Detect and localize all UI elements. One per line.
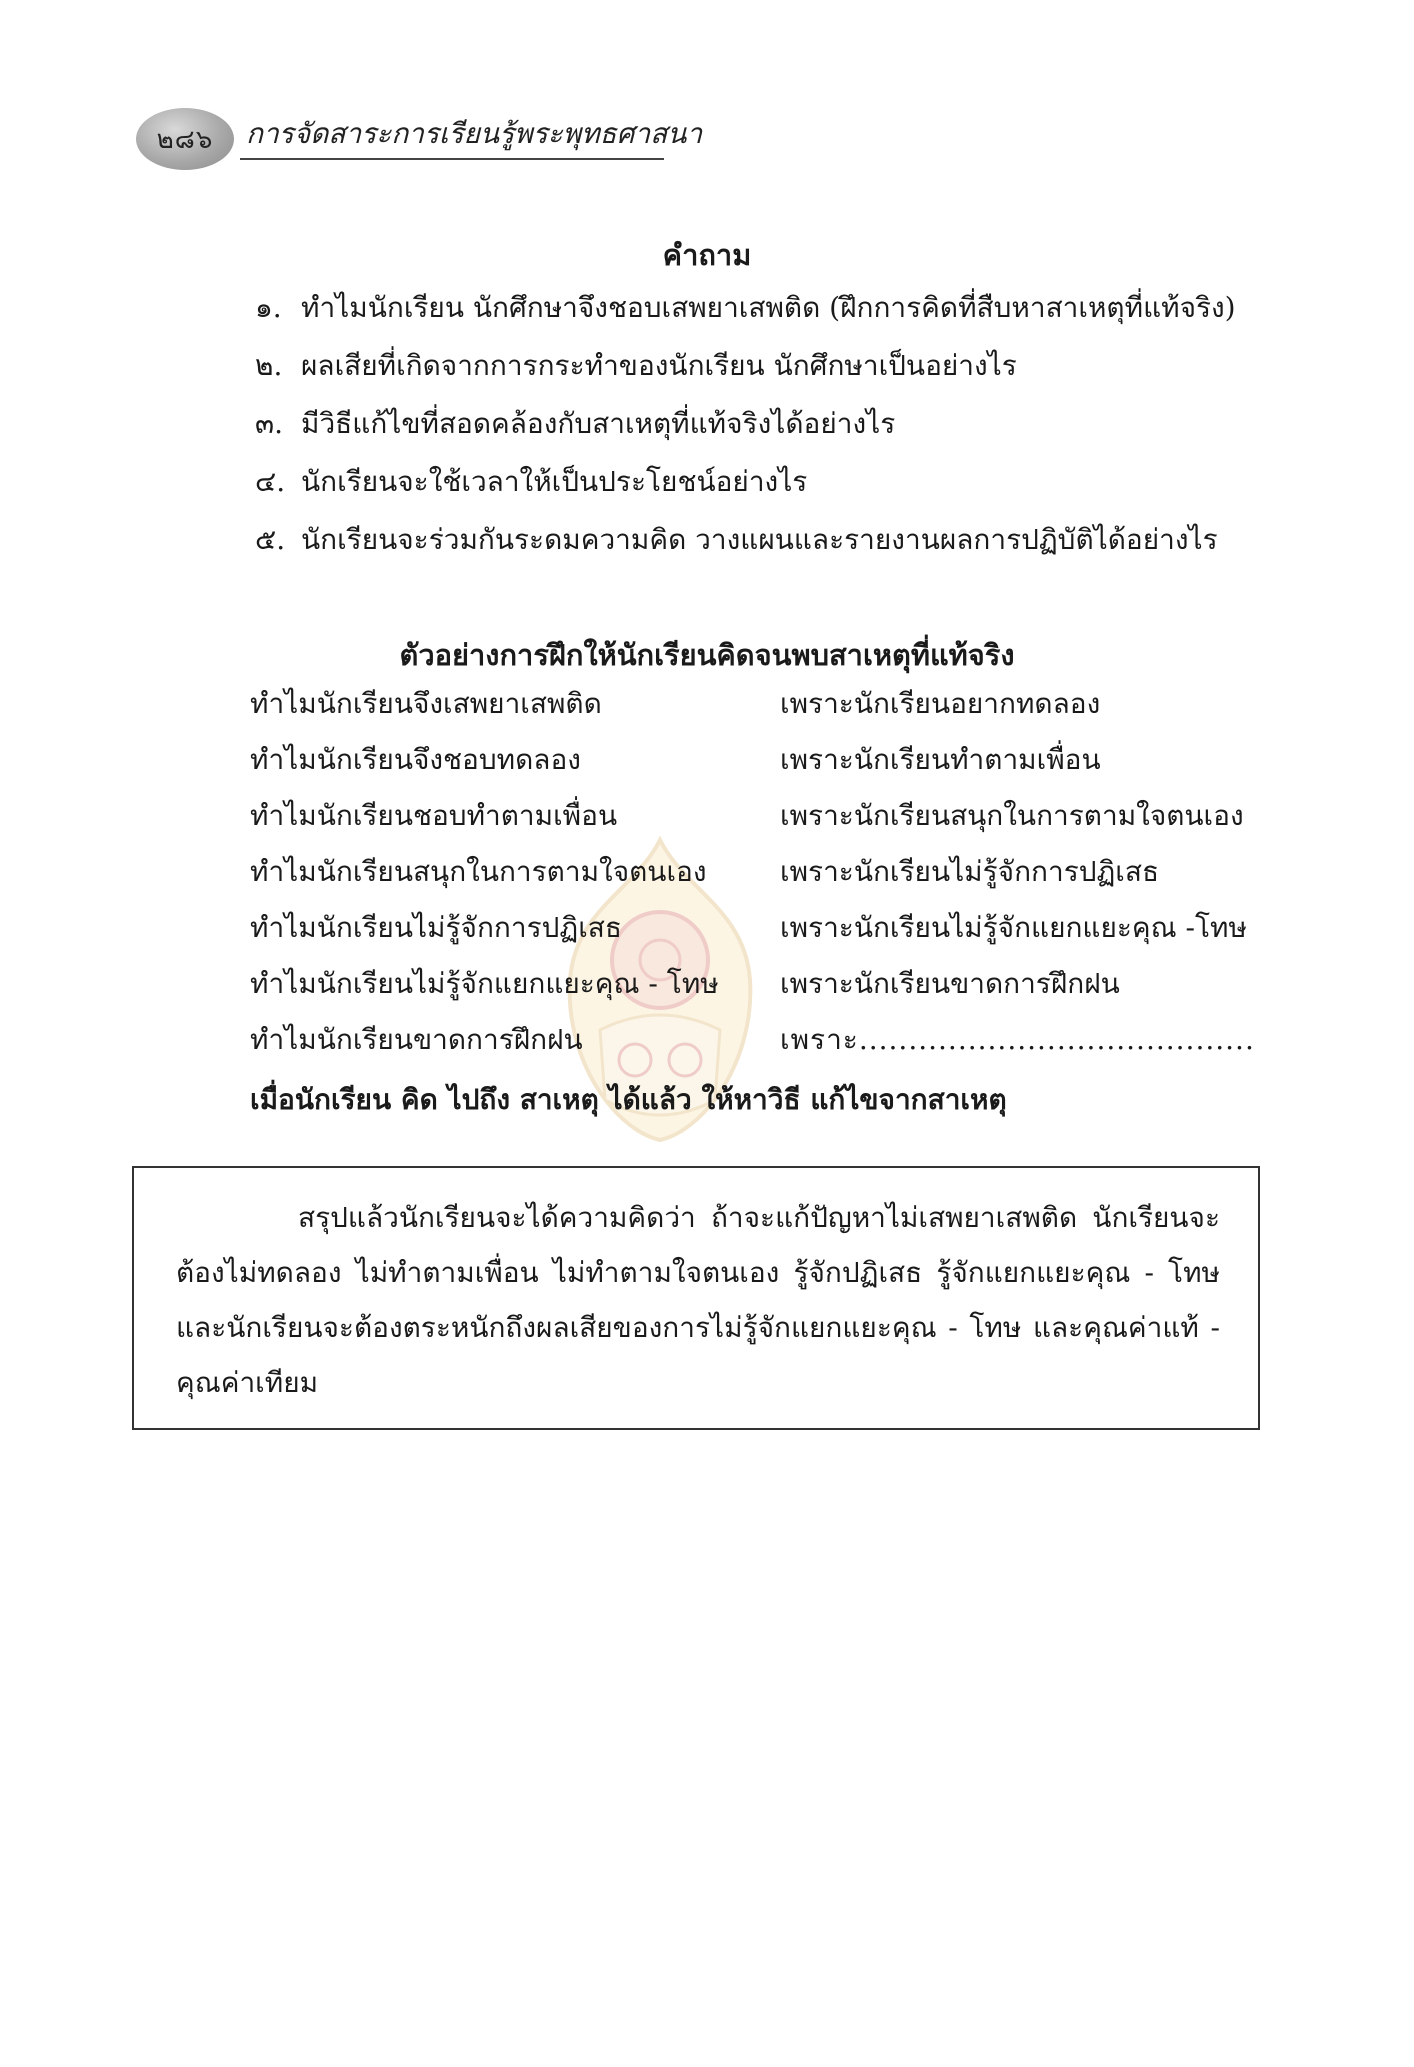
question-item [255,288,1295,346]
chain-question: ทำไมนักเรียนไม่รู้จักแยกแยะคุณ - โทษ [250,967,719,1000]
chain-question: ทำไมนักเรียนชอบทำตามเพื่อน [250,799,618,832]
running-title: การจัดสาระการเรียนรู้พระพุทธศาสนา [246,117,703,150]
question-item [255,404,1295,462]
chain-row [250,908,1260,964]
page-number-badge [136,108,234,170]
questions-title: คำถาม [662,238,752,272]
question-text: นักเรียนจะใช้เวลาให้เป็นประโยชน์อย่างไร [301,465,808,498]
question-text: ผลเสียที่เกิดจากการกระทำของนักเรียน นักศึกษาเป็นอย่างไร [301,349,1017,382]
chain-answer: เพราะนักเรียนไม่รู้จักแยกแยะคุณ -โทษ [780,911,1247,944]
chain-question: ทำไมนักเรียนจึงเสพยาเสพติด [250,687,602,720]
why-because-chain [250,684,1260,1076]
question-text: นักเรียนจะร่วมกันระดมความคิด วางแผนและรายงานผลการปฏิบัติได้อย่างไร [301,523,1218,556]
question-item [255,346,1295,404]
summary-text: สรุปแล้วนักเรียนจะได้ความคิดว่า ถ้าจะแก้ปัญหาไม่เสพยาเสพติด นักเรียนจะต้องไม่ทดลอง ไม่ทำตามเพื่อน ไม่ทำตามใจตนเอง รู้จักปฏิเสธ รู้จักแยกแยะคุณ - โทษ และนักเรียนจะต้องตระหนักถึงผลเสียของการไม่รู้จักแยกแยะคุณ - โทษ และคุณค่าแท้ - คุณค่าเทียม [176,1201,1220,1399]
question-number: ๓. [255,407,284,440]
question-number: ๕. [255,523,286,556]
chain-row [250,1020,1260,1076]
chain-answer: เพราะนักเรียนขาดการฝึกฝน [780,967,1120,1000]
chain-row [250,740,1260,796]
question-list [255,288,1295,578]
chain-answer: เพราะนักเรียนสนุกในการตามใจตนเอง [780,799,1244,832]
question-text: มีวิธีแก้ไขที่สอดคล้องกับสาเหตุที่แท้จริงได้อย่างไร [301,407,896,440]
chain-row [250,684,1260,740]
question-number: ๔. [255,465,286,498]
chain-question: ทำไมนักเรียนสนุกในการตามใจตนเอง [250,855,707,888]
chain-answer: เพราะนักเรียนอยากทดลอง [780,687,1101,720]
chain-question: ทำไมนักเรียนจึงชอบทดลอง [250,743,581,776]
question-number: ๑. [255,291,282,324]
conclusion-statement: เมื่อนักเรียน คิด ไปถึง สาเหตุ ได้แล้ว ให้หาวิธี แก้ไขจากสาเหตุ [250,1083,1007,1116]
chain-answer: เพราะนักเรียนทำตามเพื่อน [780,743,1101,776]
chain-question: ทำไมนักเรียนไม่รู้จักการปฏิเสธ [250,911,622,944]
example-title: ตัวอย่างการฝึกให้นักเรียนคิดจนพบสาเหตุที่แท้จริง [399,638,1015,672]
summary-box [132,1166,1260,1430]
chain-answer-blank: เพราะ........................................ [780,1023,1255,1056]
chain-row [250,796,1260,852]
chain-row [250,852,1260,908]
chain-answer: เพราะนักเรียนไม่รู้จักการปฏิเสธ [780,855,1160,888]
chain-row [250,964,1260,1020]
question-text: ทำไมนักเรียน นักศึกษาจึงชอบเสพยาเสพติด (ฝึกการคิดที่สืบหาสาเหตุที่แท้จริง) [301,291,1236,324]
question-item [255,462,1295,520]
header-rule [240,158,664,160]
chain-question: ทำไมนักเรียนขาดการฝึกฝน [250,1023,583,1056]
question-number: ๒. [255,349,283,382]
question-item [255,520,1295,578]
page-number: ๒๘๖ [156,124,214,155]
